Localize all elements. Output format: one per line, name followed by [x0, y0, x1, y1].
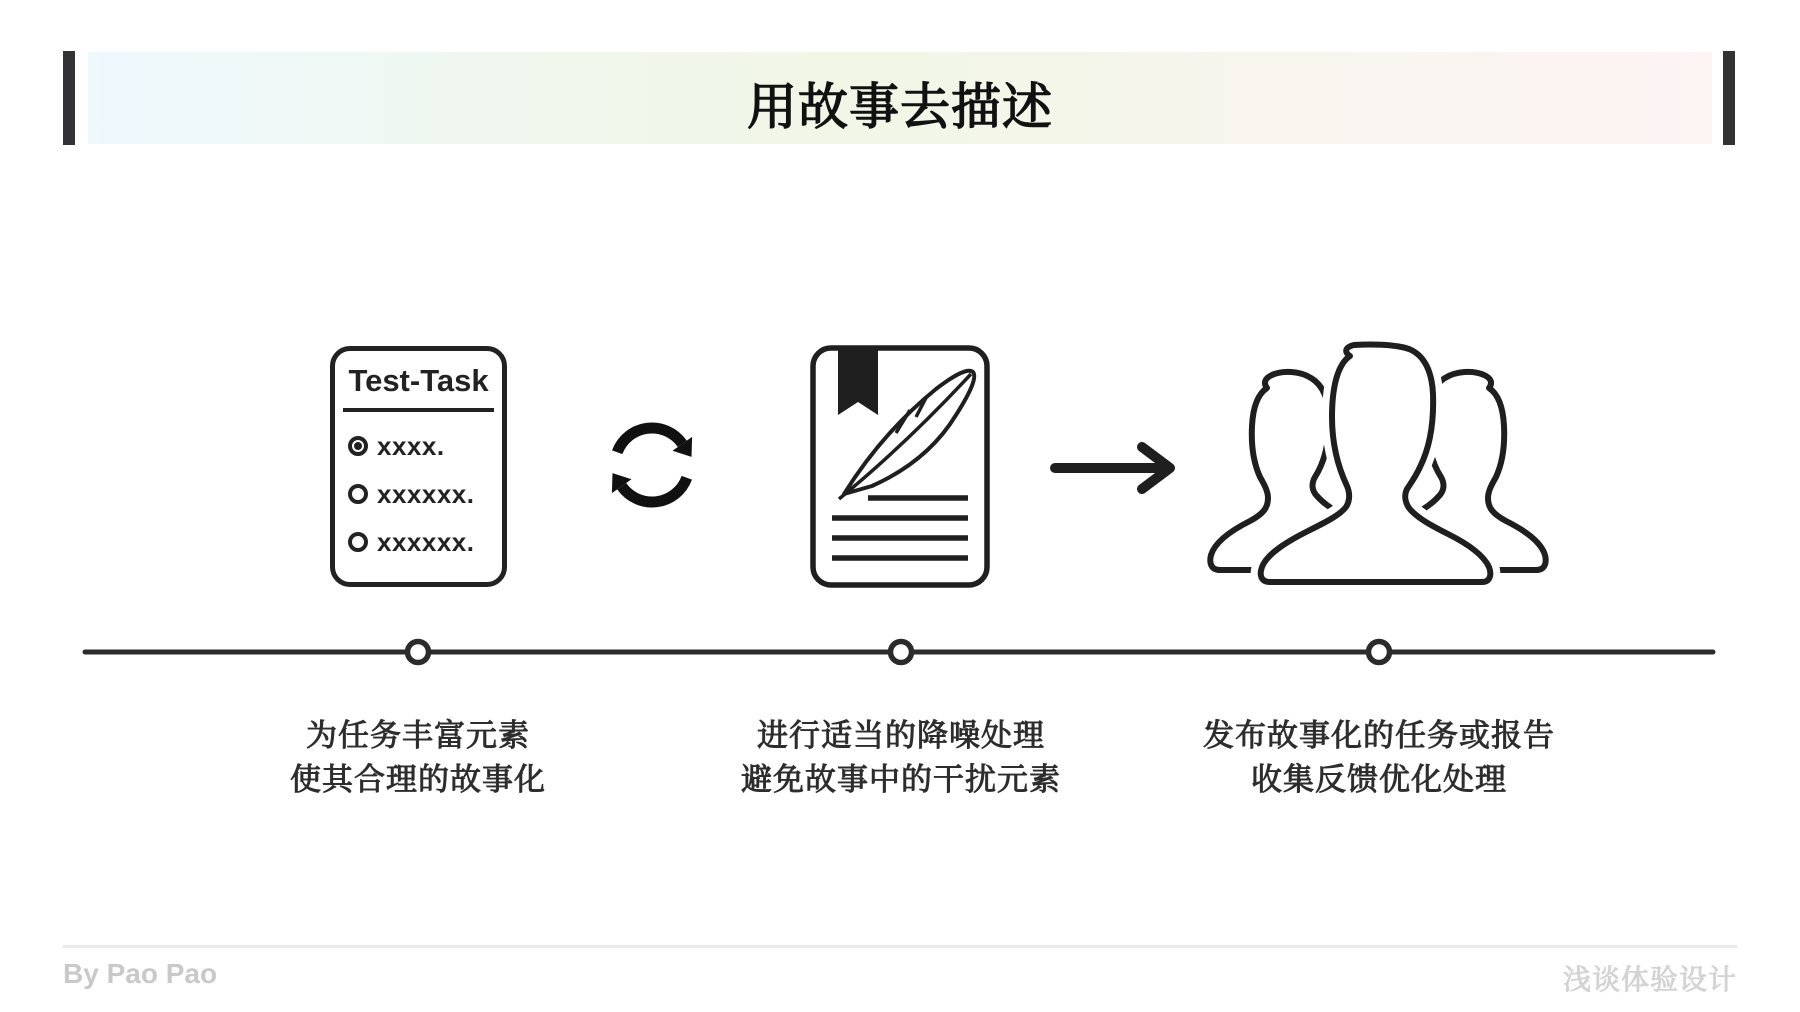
step-1-label-line1: 为任务丰富元素: [306, 718, 530, 753]
people-group-icon: [1206, 344, 1550, 588]
footer-brand: 浅谈体验设计: [1562, 964, 1737, 995]
step-2-label-line1: 进行适当的降噪处理: [757, 718, 1045, 753]
page-title: 用故事去描述: [747, 79, 1053, 135]
header-right-bar: [1723, 51, 1735, 145]
document-quill-icon: [810, 345, 990, 588]
footer-author: By Pao Pao: [63, 958, 218, 989]
timeline: [0, 635, 1800, 671]
refresh-cycle-icon: [600, 413, 704, 517]
task-list-item: [348, 528, 502, 556]
task-list-item: [348, 432, 502, 460]
header-banner: [88, 52, 1712, 144]
step-1-label-line2: 使其合理的故事化: [290, 762, 546, 797]
header-left-bar: [63, 51, 75, 145]
step-2-label-line2: 避免故事中的干扰元素: [741, 762, 1061, 797]
task-card-icon: [330, 346, 507, 587]
task-card-title: Test-Task: [348, 363, 489, 398]
radio-unselected-icon: [348, 484, 368, 504]
step-3-label-line2: 收集反馈优化处理: [1251, 762, 1507, 797]
radio-selected-icon: [348, 436, 368, 456]
step-3-label: [1069, 714, 1689, 802]
task-item-text: xxxxxx.: [377, 526, 475, 557]
footer-divider: [63, 945, 1737, 948]
task-card-divider: [343, 408, 494, 412]
step-3-label-line1: 发布故事化的任务或报告: [1203, 718, 1555, 753]
task-item-text: xxxxxx.: [377, 478, 475, 509]
timeline-node-1: [408, 642, 429, 663]
task-item-text: xxxx.: [377, 430, 445, 461]
timeline-node-3: [1369, 642, 1390, 663]
task-list-item: [348, 480, 502, 508]
arrow-right-icon: [1046, 440, 1180, 496]
timeline-node-2: [891, 642, 912, 663]
radio-unselected-icon: [348, 532, 368, 552]
